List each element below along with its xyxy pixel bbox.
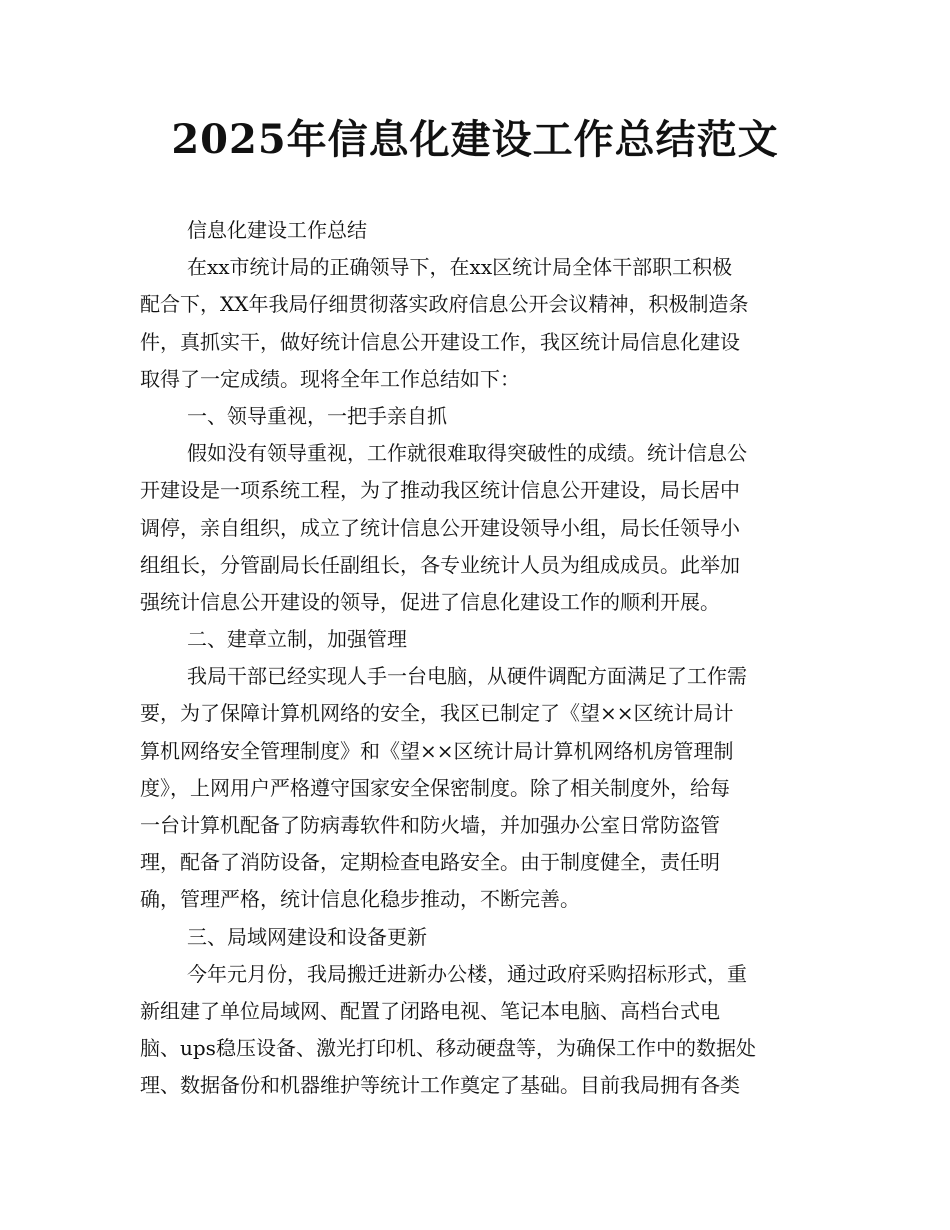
body-line: 二、建章立制，加强管理 xyxy=(187,627,407,652)
document-body xyxy=(140,212,810,1105)
body-line: 新组建了单位局域网、配置了闭路电视、笔记本电脑、高档台式电 xyxy=(140,998,720,1023)
body-line: 三、局域网建设和设备更新 xyxy=(187,924,427,949)
body-line: 理、数据备份和机器维护等统计工作奠定了基础。目前我局拥有各类 xyxy=(140,1073,740,1098)
body-line: 我局干部已经实现人手一台电脑，从硬件调配方面满足了工作需 xyxy=(187,664,747,689)
body-line: 组组长，分管副局长任副组长，各专业统计人员为组成成员。此举加 xyxy=(140,552,740,577)
body-line: 确，管理严格，统计信息化稳步推动，不断完善。 xyxy=(140,887,580,912)
body-line: 强统计信息公开建设的领导，促进了信息化建设工作的顺利开展。 xyxy=(140,589,720,614)
body-line: 算机网络安全管理制度》和《望××区统计局计算机网络机房管理制 xyxy=(140,738,734,763)
body-line: 脑、ups稳压设备、激光打印机、移动硬盘等，为确保工作中的数据处 xyxy=(140,1036,756,1061)
body-line: 调停，亲自组织，成立了统计信息公开建设领导小组，局长任领导小 xyxy=(140,515,740,540)
body-line: 信息化建设工作总结 xyxy=(187,218,367,242)
body-line: 一、领导重视，一把手亲自抓 xyxy=(187,403,447,428)
body-line: 取得了一定成绩。现将全年工作总结如下： xyxy=(140,366,520,391)
body-line: 理，配备了消防设备，定期检查电路安全。由于制度健全，责任明 xyxy=(140,850,720,875)
body-line: 开建设是一项系统工程，为了推动我区统计信息公开建设，局长居中 xyxy=(140,478,740,503)
body-line: 件，真抓实干，做好统计信息公开建设工作，我区统计局信息化建设 xyxy=(140,329,740,354)
body-line: 假如没有领导重视，工作就很难取得突破性的成绩。统计信息公 xyxy=(187,441,747,466)
body-line: 一台计算机配备了防病毒软件和防火墙，并加强办公室日常防盗管 xyxy=(140,813,720,837)
body-line: 要，为了保障计算机网络的安全，我区已制定了《望××区统计局计 xyxy=(140,701,734,726)
body-line: 度》，上网用户严格遵守国家安全保密制度。除了相关制度外，给每 xyxy=(140,775,730,800)
body-line: 在xx市统计局的正确领导下，在xx区统计局全体干部职工积极 xyxy=(187,255,733,280)
body-line: 今年元月份，我局搬迁进新办公楼，通过政府采购招标形式，重 xyxy=(187,961,747,986)
body-line: 配合下，XX年我局仔细贯彻落实政府信息公开会议精神，积极制造条 xyxy=(140,292,749,317)
document-title: 2025年信息化建设工作总结范文 xyxy=(171,116,779,163)
